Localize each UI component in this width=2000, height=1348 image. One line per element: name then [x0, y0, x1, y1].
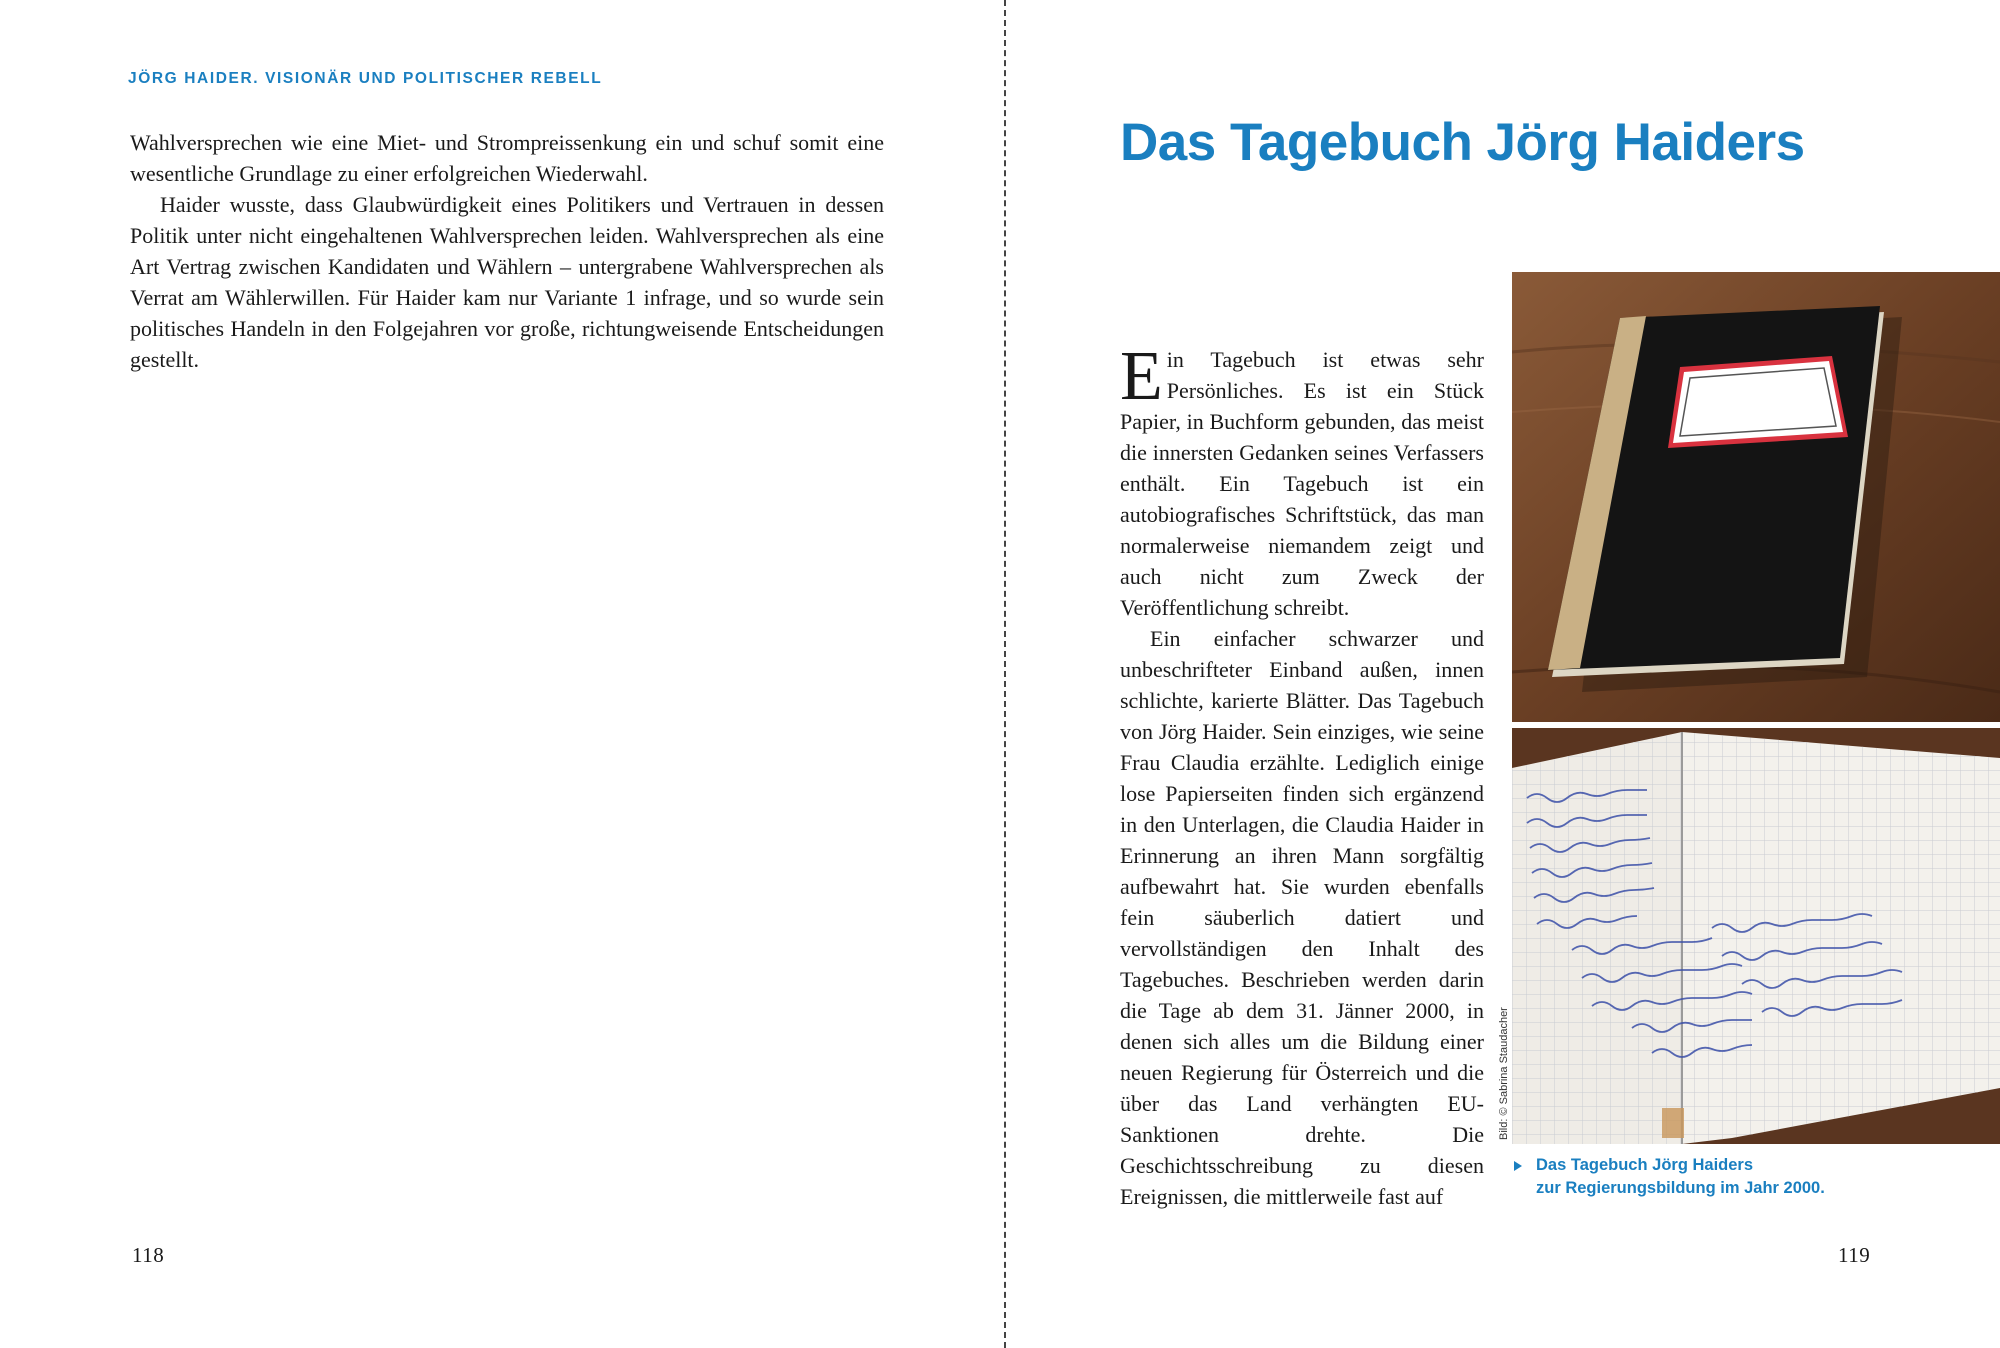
chapter-title: Das Tagebuch Jörg Haiders: [1120, 113, 1805, 172]
caption-line-2: zur Regierungsbildung im Jahr 2000.: [1536, 1179, 1825, 1197]
caption-arrow-icon: [1514, 1161, 1522, 1171]
dropcap-letter: E: [1120, 338, 1163, 415]
left-paragraph-1: Wahlversprechen wie eine Miet- und Strompreissenkung ein und schuf somit eine wesentliche Grundlage zu einer erfolgreichen Wiederwahl.: [130, 130, 884, 186]
open-diary-illustration: [1512, 728, 2000, 1144]
page-number-left: 118: [132, 1243, 165, 1267]
caption-line-1: Das Tagebuch Jörg Haiders: [1536, 1156, 1754, 1174]
right-paragraph-1: [1120, 338, 1484, 623]
page-number-right: 119: [1838, 1243, 1871, 1267]
photo-credit: Bild: © Sabrina Staudacher: [1498, 1007, 1510, 1140]
photo-caption: [1514, 1154, 1825, 1200]
left-body-text: [130, 127, 884, 375]
photo-open-diary: [1512, 728, 2000, 1144]
right-paragraph-2: Ein einfacher schwarzer und unbeschrifteter Einband außen, innen schlichte, karierte Blätter. Das Tagebuch von Jörg Haider. Sein einziges, wie seine Frau Claudia erzählte. Lediglich einige lose Papierseiten finden sich ergänzend in den Unterlagen, die Claudia Haider in Erinnerung an ihren Mann sorgfältig aufbewahrt hat. Sie wurden ebenfalls fein säuberlich datiert und vervollständigen den Inhalt des Tagebuches. Beschrieben werden darin die Tage ab dem 31. Jänner 2000, in denen sich alles um die Bildung einer neuen Regierung für Österreich und die über das Land verhängten EU-Sanktionen drehte. Die Geschichtsschreibung zu diesen Ereignissen, die mittlerweile fast auf: [1120, 626, 1484, 1209]
right-paragraph-1-text: in Tagebuch ist etwas sehr Persönliches. Es ist ein Stück Papier, in Buchform gebunden, das meist die innersten Gedanken seines Verfassers enthält. Ein Tagebuch ist ein autobiografisches Schriftstück, das man normalerweise niemandem zeigt und auch nicht zum Zweck der Veröffentlichung schreibt.: [1120, 347, 1484, 620]
left-paragraph-2: Haider wusste, dass Glaubwürdigkeit eines Politikers und Vertrauen in dessen Politik unter nicht eingehaltenen Wahlversprechen leiden. Wahlversprechen als eine Art Vertrag zwischen Kandidaten und Wählern – untergrabene Wahlversprechen als Verrat am Wählerwillen. Für Haider kam nur Variante 1 infrage, und so wurde sein politisches Handeln in den Folgejahren vor große, richtungweisende Entscheidungen gestellt.: [130, 192, 884, 372]
right-body-text: [1120, 338, 1484, 1212]
closed-diary-illustration: [1512, 272, 2000, 722]
photo-closed-diary: [1512, 272, 2000, 722]
running-head: JÖRG HAIDER. VISIONÄR UND POLITISCHER REBELL: [128, 70, 603, 87]
